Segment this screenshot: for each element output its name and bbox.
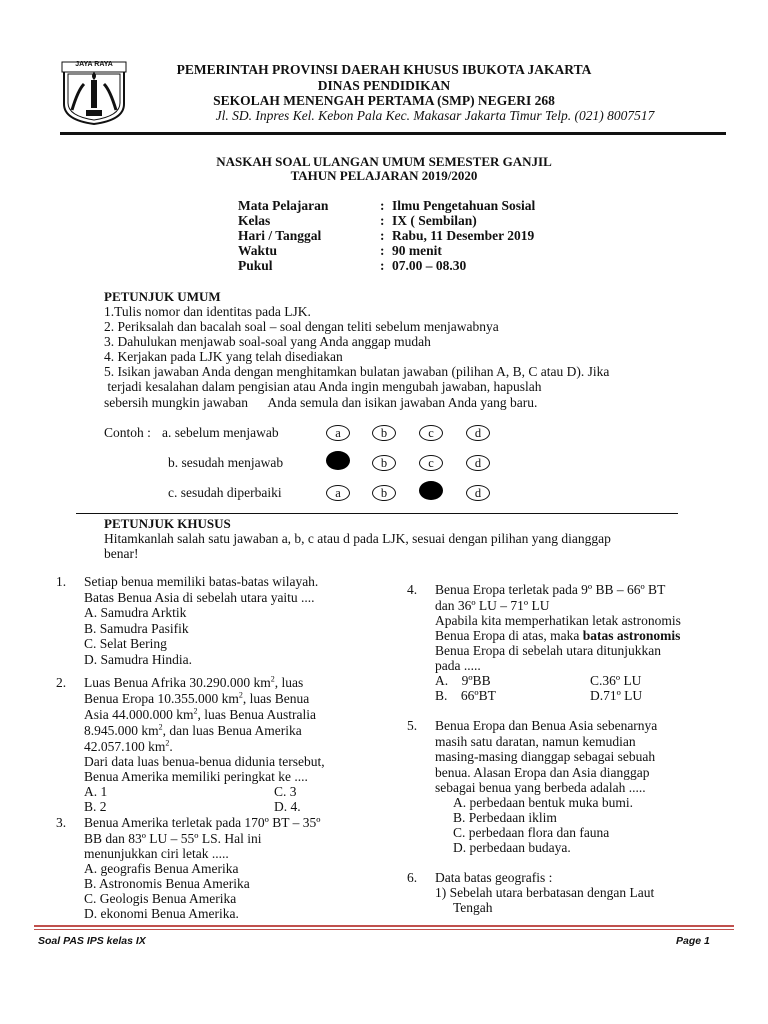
- answer-bubble-d: d: [466, 485, 490, 501]
- answer-option: A. perbedaan bentuk muka bumi.: [453, 795, 633, 810]
- petunjuk-khusus-title: PETUNJUK KHUSUS: [104, 516, 231, 531]
- instruction-line: sebersih mungkin jawaban Anda semula dan isikan jawaban Anda yang baru.: [104, 395, 538, 410]
- answer-option: D.71º LU: [590, 688, 643, 703]
- instruction-line: 2. Periksalah dan bacalah soal – soal dengan teliti sebelum menjawabnya: [104, 319, 499, 334]
- answer-bubble-b: b: [372, 425, 396, 441]
- question-line: menunjukkan ciri letak .....: [84, 846, 229, 861]
- question-line: 1) Sebelah utara berbatasan dengan Laut: [435, 885, 655, 900]
- answer-bubble-a: a: [326, 485, 350, 501]
- info-colon: :: [380, 228, 385, 243]
- info-colon: :: [380, 243, 385, 258]
- answer-option: A. Samudra Arktik: [84, 605, 187, 620]
- instruction-line: 3. Dahulukan menjawab soal-soal yang Anda anggap mudah: [104, 334, 431, 349]
- answer-bubble-c: c: [419, 455, 443, 471]
- answer-option: C. Geologis Benua Amerika: [84, 891, 237, 906]
- answer-option: C. 3: [274, 784, 297, 799]
- question-line: Luas Benua Afrika 30.290.000 $km^2$, luas: [84, 674, 304, 690]
- question-line: Benua Eropa di sebelah utara ditunjukkan: [435, 643, 662, 658]
- info-value: Ilmu Pengetahuan Sosial: [392, 198, 536, 213]
- question-number: 1.: [56, 574, 67, 589]
- example-caption: a. sebelum menjawab: [162, 425, 279, 440]
- answer-option: C. perbedaan flora dan fauna: [453, 825, 610, 840]
- question-line: Asia 44.000.000 $km^2$, luas Benua Australia: [84, 706, 316, 722]
- answer-option: A. geografis Benua Amerika: [84, 861, 239, 876]
- question-line: Benua Eropa dan Benua Asia sebenarnya: [435, 718, 658, 733]
- example-caption: c. sesudah diperbaiki: [168, 485, 282, 500]
- answer-option: A. 1: [84, 784, 108, 799]
- info-value: IX ( Sembilan): [392, 213, 477, 228]
- question-line: sebagai benua yang berbeda adalah .....: [435, 780, 646, 795]
- question-line: pada .....: [435, 658, 481, 673]
- exam-title-line-1: NASKAH SOAL ULANGAN UMUM SEMESTER GANJIL: [216, 154, 552, 169]
- question-line: 42.057.100 $km^2$.: [84, 738, 173, 754]
- footer-doc-title: Soal PAS IPS kelas IX: [38, 935, 146, 947]
- info-colon: :: [380, 213, 385, 228]
- instruction-line: 4. Kerjakan pada LJK yang telah disediakan: [104, 349, 343, 364]
- info-colon: :: [380, 198, 385, 213]
- answer-option: D. 4.: [274, 799, 301, 814]
- answer-bubble-d: d: [466, 425, 490, 441]
- special-instruction-line: Hitamkanlah salah satu jawaban a, b, c atau d pada LJK, sesuai dengan pilihan yang dianggap: [104, 531, 611, 546]
- question-line: BB dan 83º LU – 55º LS. Hal ini: [84, 831, 262, 846]
- footer-page-number: Page 1: [676, 935, 710, 947]
- answer-option: D. Samudra Hindia.: [84, 652, 192, 667]
- question-line: masing-masing dianggap sebagai sebuah: [435, 749, 656, 764]
- question-line: Setiap benua memiliki batas-batas wilayah.: [84, 574, 319, 589]
- answer-bubble-filled: [419, 481, 443, 500]
- header-address: Jl. SD. Inpres Kel. Kebon Pala Kec. Makasar Jakarta Timur Telp. (021) 8007517: [215, 108, 655, 123]
- question-line: Benua Eropa terletak pada 9º BB – 66º BT: [435, 582, 666, 597]
- answer-option: A. 9ºBB: [435, 673, 491, 688]
- answer-bubble-b: b: [372, 455, 396, 471]
- info-colon: :: [380, 258, 385, 273]
- answer-bubble-filled: [326, 451, 350, 470]
- question-line: Batas Benua Asia di sebelah utara yaitu ....: [84, 590, 315, 605]
- footer-rule: [34, 925, 734, 927]
- header-line-1: PEMERINTAH PROVINSI DAERAH KHUSUS IBUKOTA JAKARTA: [176, 62, 592, 77]
- example-label: Contoh :: [104, 425, 151, 440]
- question-number: 3.: [56, 815, 67, 830]
- petunjuk-umum-title: PETUNJUK UMUM: [104, 289, 221, 304]
- question-line: Data batas geografis :: [435, 870, 553, 885]
- question-line: Dari data luas benua-benua didunia tersebut,: [84, 754, 325, 769]
- question-line: 8.945.000 $km^2$, dan luas Benua Amerika: [84, 722, 302, 738]
- answer-bubble-b: b: [372, 485, 396, 501]
- answer-option: B. Astronomis Benua Amerika: [84, 876, 250, 891]
- info-value: Rabu, 11 Desember 2019: [392, 228, 535, 243]
- example-caption: b. sesudah menjawab: [168, 455, 284, 470]
- exam-title-line-2: TAHUN PELAJARAN 2019/2020: [290, 168, 478, 183]
- info-label: Waktu: [238, 243, 278, 258]
- info-value: 90 menit: [392, 243, 442, 258]
- section-divider: [76, 513, 678, 514]
- question-line: masih satu daratan, namun kemudian: [435, 734, 636, 749]
- answer-bubble-a: a: [326, 425, 350, 441]
- question-number: 5.: [407, 718, 418, 733]
- question-number: 6.: [407, 870, 418, 885]
- question-number: 4.: [407, 582, 418, 597]
- answer-option: C.36º LU: [590, 673, 642, 688]
- answer-option: D. ekonomi Benua Amerika.: [84, 906, 239, 921]
- question-line: Benua Amerika terletak pada 170º BT – 35º: [84, 815, 321, 830]
- question-line: Benua Eropa 10.355.000 $km^2$, luas Benua: [84, 690, 310, 706]
- answer-bubble-c: c: [419, 425, 443, 441]
- question-line: dan 36º LU – 71º LU: [435, 598, 550, 613]
- question-line: Apabila kita memperhatikan letak astronomis: [435, 613, 681, 628]
- info-value: 07.00 – 08.30: [392, 258, 467, 273]
- answer-bubble-d: d: [466, 455, 490, 471]
- question-line: Benua Amerika memiliki peringkat ke ....: [84, 769, 308, 784]
- question-line: Benua Eropa di atas, maka batas astronomis: [435, 628, 681, 643]
- instruction-line: terjadi kesalahan dalam pengisian atau Anda ingin mengubah jawaban, hapuslah: [104, 379, 542, 394]
- header-line-3: SEKOLAH MENENGAH PERTAMA (SMP) NEGERI 268: [213, 93, 555, 108]
- answer-option: B. Perbedaan iklim: [453, 810, 557, 825]
- question-line: benua. Alasan Eropa dan Asia dianggap: [435, 765, 650, 780]
- answer-option: B. Samudra Pasifik: [84, 621, 189, 636]
- info-label: Mata Pelajaran: [238, 198, 329, 213]
- answer-option: B. 66ºBT: [435, 688, 496, 703]
- question-number: 2.: [56, 675, 67, 690]
- instruction-line: 5. Isikan jawaban Anda dengan menghitamkan bulatan jawaban (pilihan A, B, C atau D). Jika: [104, 364, 610, 379]
- answer-option: D. perbedaan budaya.: [453, 840, 571, 855]
- answer-option: C. Selat Bering: [84, 636, 167, 651]
- logo-caption: JAYA RAYA: [75, 61, 113, 68]
- answer-option: B. 2: [84, 799, 107, 814]
- special-instruction-line: benar!: [104, 546, 139, 561]
- footer-rule: [34, 929, 734, 930]
- header-line-2: DINAS PENDIDIKAN: [317, 78, 451, 93]
- header-rule: [60, 132, 726, 135]
- info-label: Pukul: [238, 258, 273, 273]
- question-line: Tengah: [453, 900, 493, 915]
- info-label: Hari / Tanggal: [238, 228, 322, 243]
- instruction-line: 1.Tulis nomor dan identitas pada LJK.: [104, 304, 311, 319]
- info-label: Kelas: [238, 213, 271, 228]
